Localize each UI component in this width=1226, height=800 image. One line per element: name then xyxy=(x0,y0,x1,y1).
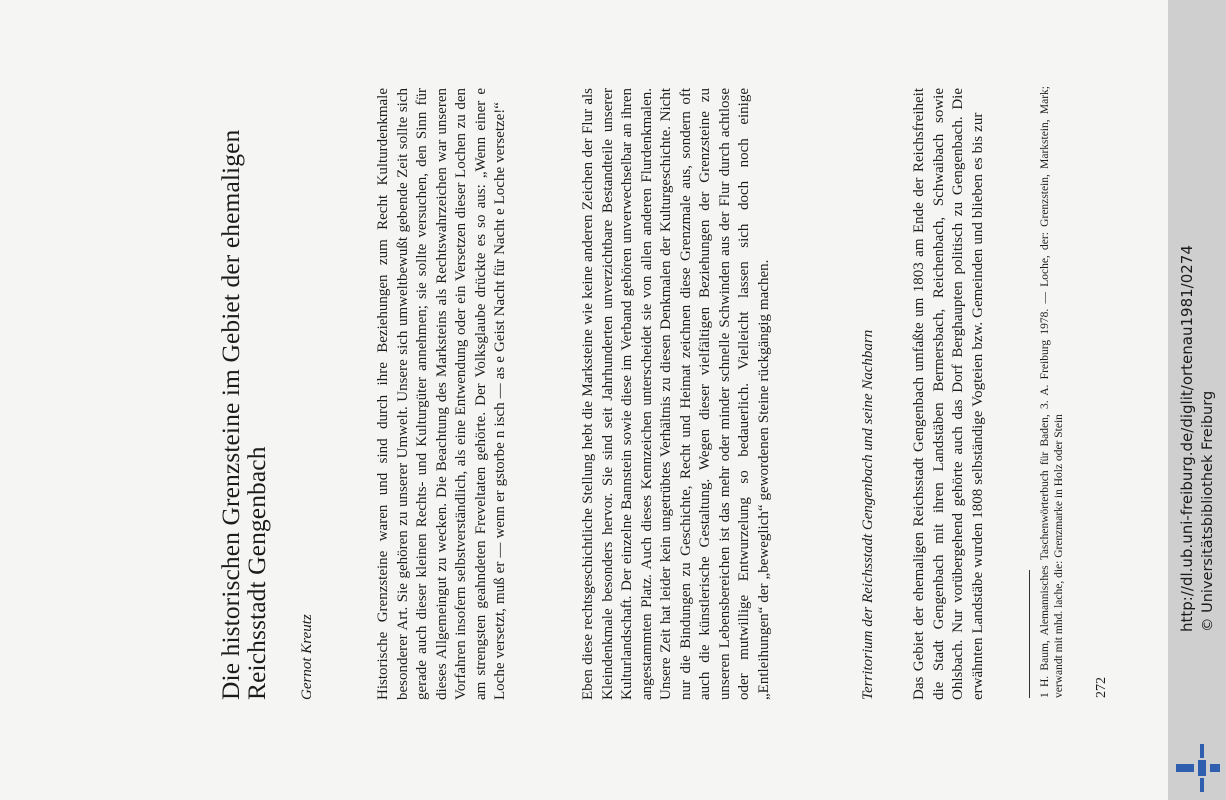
logo-bar-top xyxy=(1200,744,1204,758)
footnote-divider xyxy=(1029,570,1030,698)
copyright-notice: © Universitätsbibliothek Freiburg xyxy=(1200,390,1216,632)
ub-freiburg-logo-icon xyxy=(1176,744,1220,792)
sidebar-text xyxy=(1168,0,1226,800)
article-title: Die historischen Grenzsteine im Gebiet der ehemaligen Reichsstadt Gengenbach xyxy=(216,129,271,700)
section-subheading: Territorium der Reichsstadt Gengenbach und seine Nachbarn xyxy=(860,329,876,700)
paragraph-3: Das Gebiet der ehemaligen Reichsstadt Gengenbach umfaßte um 1803 am Ende der Reichsfreiheit die Stadt Gengenbach mit ihren Landstäben Bermersbach, Reichenbach, Schwaibach sowie Ohlsbach. Nur vorübergehend gehörte auch das Dorf Berghaupten politisch zu Gengenbach. Die erwähnten Landstäbe wurden 1808 selbständige Vogteien bzw. Gemeinden und blieben es bis zur xyxy=(911,88,986,700)
source-url-link[interactable]: http://dl.ub.uni-freiburg.de/diglit/ortenau1981/0274 xyxy=(1178,245,1196,632)
paragraph-2: Eben diese rechtsgeschichtliche Stellung hebt die Marksteine wie keine anderen Zeichen der Flur als Kleindenkmale besonders hervor. Sie sind seit Jahrhunderten unverzichtbare Bestandteile unserer Kulturlandschaft. Der einzelne Bannstein sowie diese im Verband gehören unverwechselbar an ihren angestammten Platz. Auch dieses Kennzeichen unterscheidet sie von allen anderen Flurdenkmalen. Unsere Zeit hat leider kein ungetrübtes Verhältnis zu diesen Denkmalen der Kulturgeschichte. Nicht nur die Bindungen zu Geschichte, Recht und Heimat zeichnen diese Grenzmale aus, sondern oft auch die künstlerische Gestaltung. Wegen dieser vielfältigen Beziehungen der Grenzsteine zu unseren Lebensbereichen ist das mehr oder minder schnelle Schwinden aus der Flur durch achtlose oder mutwillige Entwurzelung so bedauerlich. Vielleicht lassen sich doch noch einige „Entleihungen“ der „beweglich“ gewordenen Steine rückgängig machen. xyxy=(580,88,772,700)
article-author: Gernot Kreutz xyxy=(299,614,315,700)
logo-bar-bottom xyxy=(1200,778,1204,792)
paragraph-1: Historische Grenzsteine waren und sind durch ihre Beziehungen zum Recht Kulturdenkmale besonderer Art. Sie gehören zu unserer Umwelt. Unsere sich umweltbewußt gebende Zeit sollte sich gerade auch dieser kleinen Rechts- und Kulturgüter annehmen; sie sollte versuchen, den Sinn für dieses Allgemeingut zu wecken. Die Beachtung des Marksteins als Rechtswahrzeichen war unseren Vorfahren insofern selbstverständlich, als eine Entwendung oder ein Versetzen dieser Lochen zu den am strengsten geahndeten Freveltaten gehörte. Der Volksglaube drückte es so aus: „Wenn einer e Loche versetzt, muß er — wenn er gstorbe n isch — as e Geist Nacht für Nacht e Loche versetze!“ xyxy=(375,88,508,700)
page-number: 272 xyxy=(1094,677,1109,698)
logo-bar-right xyxy=(1210,764,1220,772)
footnote: 1 H. Baum, Alemannisches Taschenwörterbuch für Baden, 3. A. Freiburg 1978. — Loche, der: Grenzstein, Markstein, Mark; verwandt mit mhd. lache, die: Grenzmarke in Holz oder Stein xyxy=(1039,86,1065,698)
logo-bar-center xyxy=(1198,760,1206,776)
logo-bar-left xyxy=(1176,764,1194,772)
